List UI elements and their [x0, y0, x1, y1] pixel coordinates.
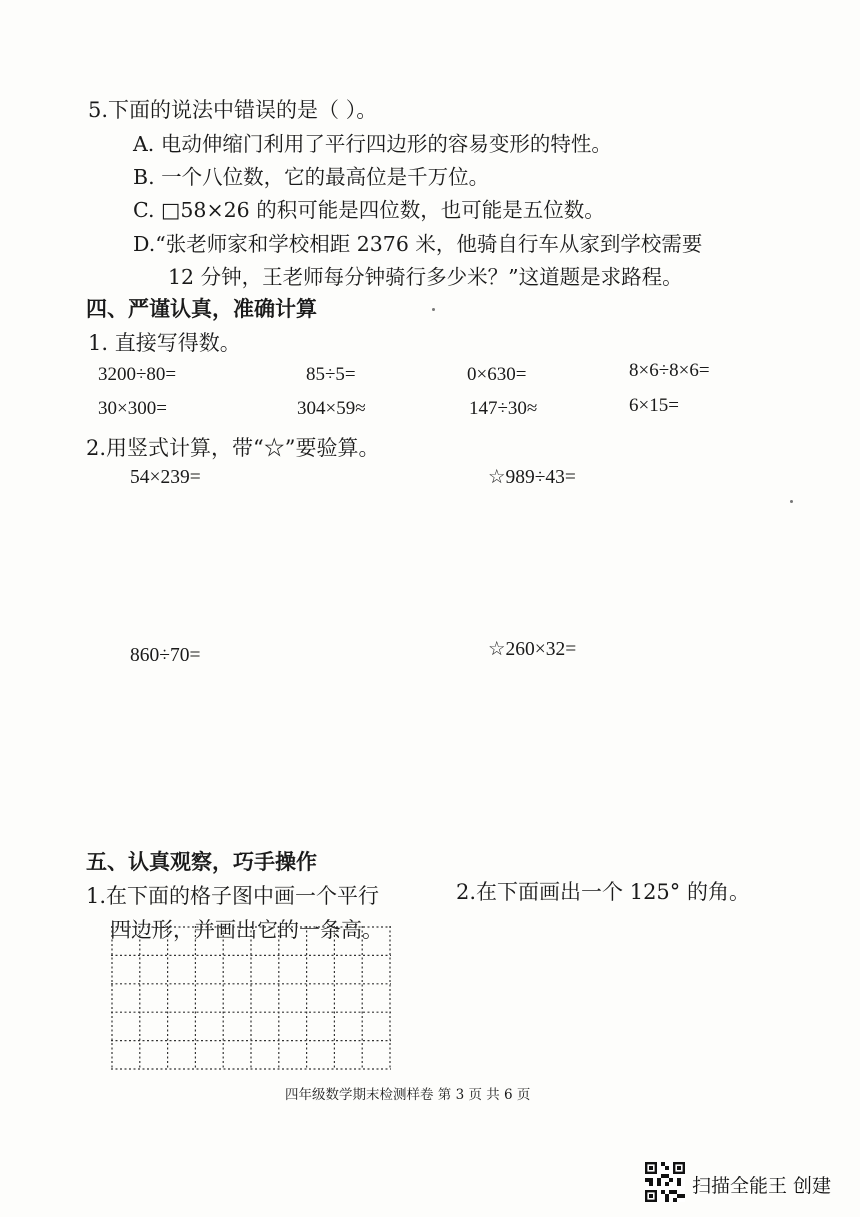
vertical-calc-item: 860÷70= — [130, 645, 201, 666]
vertical-calc-item: ☆989÷43= — [488, 467, 576, 488]
s5-q2: 2.在下面画出一个 125° 的角。 — [456, 880, 750, 904]
vertical-calc-item: ☆260×32= — [488, 639, 577, 660]
s5-q1-line2: 四边形，并画出它的一条高。 — [110, 918, 383, 942]
q5-option-a: A. 电动伸缩门利用了平行四边形的容易变形的特性。 — [133, 132, 612, 156]
calc-item: 3200÷80= — [98, 364, 177, 385]
q5-option-d: D.“张老师家和学校相距 2376 米，他骑自行车从家到学校需要 — [133, 232, 703, 256]
section4-title: 四、严谨认真，准确计算 — [86, 297, 317, 321]
page-footer: 四年级数学期末检测样卷 第 3 页 共 6 页 — [285, 1087, 531, 1103]
dotted-grid[interactable] — [110, 925, 392, 1071]
calc-item: 0×630= — [467, 364, 527, 385]
section5-title: 五、认真观察，巧手操作 — [86, 850, 317, 874]
q5-stem: 5.下面的说法中错误的是（ ）。 — [88, 98, 378, 122]
s5-q1-line1: 1.在下面的格子图中画一个平行 — [86, 884, 380, 908]
calc-item: 147÷30≈ — [469, 398, 538, 419]
s4-q2-title: 2.用竖式计算，带“☆”要验算。 — [86, 436, 380, 460]
q5-option-c: C. □58×26 的积可能是四位数，也可能是五位数。 — [133, 198, 605, 222]
qr-code-icon — [645, 1162, 685, 1202]
scanner-brand-label: 扫描全能王 创建 — [692, 1175, 832, 1197]
q5-option-d-cont: 12 分钟，王老师每分钟骑行多少米？”这道题是求路程。 — [168, 265, 683, 289]
calc-item: 85÷5= — [306, 364, 356, 385]
scan-speck — [432, 308, 435, 311]
calc-item: 304×59≈ — [297, 398, 366, 419]
vertical-calc-item: 54×239= — [130, 467, 201, 488]
calc-item: 30×300= — [98, 398, 167, 419]
calc-item: 8×6÷8×6= — [629, 360, 710, 381]
q5-option-b: B. 一个八位数，它的最高位是千万位。 — [133, 165, 490, 189]
calc-item: 6×15= — [629, 395, 679, 416]
s4-q1-title: 1. 直接写得数。 — [88, 331, 241, 355]
scan-speck — [790, 500, 793, 503]
